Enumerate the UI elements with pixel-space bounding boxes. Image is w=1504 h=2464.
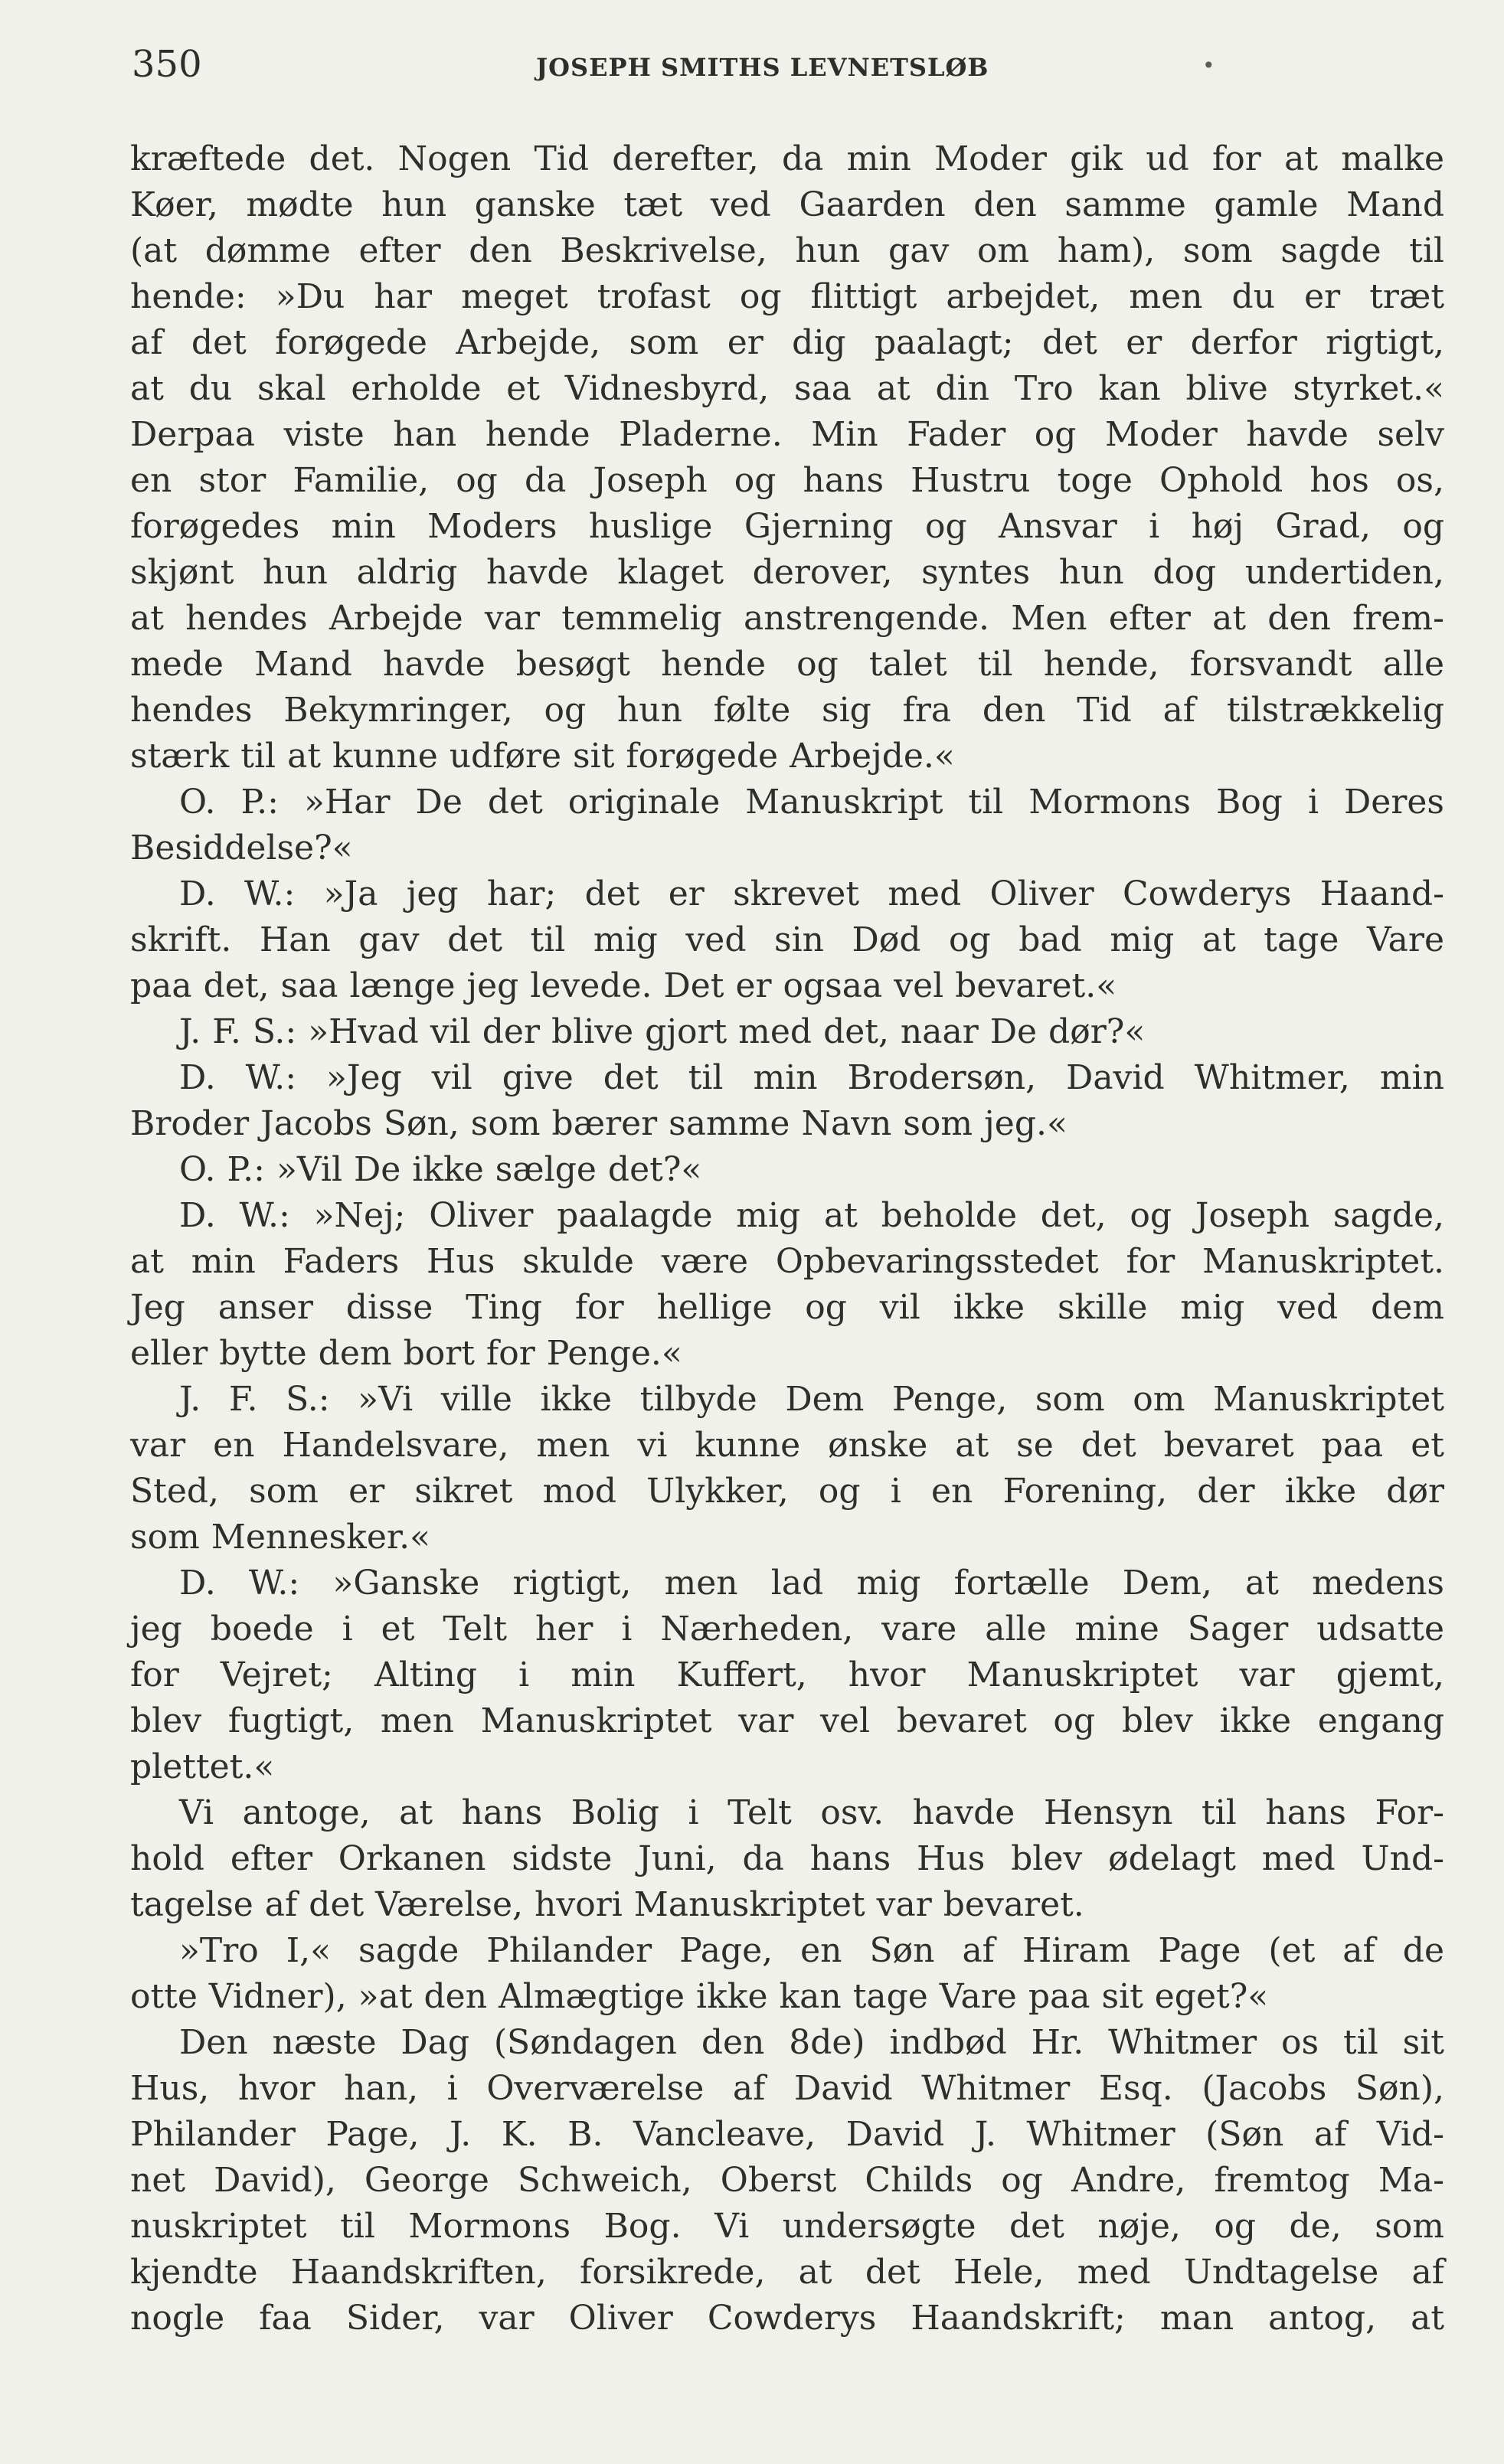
text-line: hende: »Du har meget trofast og flittigt arbejdet, men du er træt xyxy=(130,277,1444,316)
text-line: J. F. S.: »Hvad vil der blive gjort med det, naar De dør?« xyxy=(179,1012,1146,1051)
text-line: Besiddelse?« xyxy=(130,828,353,868)
text-line: tagelse af det Værelse, hvori Manuskriptet var bevaret. xyxy=(130,1885,1084,1924)
text-line: mede Mand havde besøgt hende og talet til hende, forsvandt alle xyxy=(130,645,1444,684)
text-line: som Mennesker.« xyxy=(130,1518,430,1557)
text-line: D. W.: »Jeg vil give det til min Brodersøn, David Whitmer, min xyxy=(179,1058,1444,1097)
text-line: plettet.« xyxy=(130,1747,275,1786)
page-number: 350 xyxy=(132,43,202,86)
text-line: J. F. S.: »Vi ville ikke tilbyde Dem Penge, som om Manuskriptet xyxy=(179,1380,1444,1419)
text-line: net David), George Schweich, Oberst Childs og Andre, fremtog Ma- xyxy=(130,2161,1444,2200)
text-line: kræftede det. Nogen Tid derefter, da min Moder gik ud for at malke xyxy=(130,139,1444,178)
text-line: nuskriptet til Mormons Bog. Vi undersøgte det nøje, og de, som xyxy=(130,2207,1444,2246)
text-line: Derpaa viste han hende Pladerne. Min Fader og Moder havde selv xyxy=(130,415,1444,454)
print-mark: • xyxy=(1202,53,1215,78)
text-line: af det forøgede Arbejde, som er dig paalagt; det er derfor rigtigt, xyxy=(130,323,1444,362)
text-line: en stor Familie, og da Joseph og hans Hustru toge Ophold hos os, xyxy=(130,461,1444,500)
text-line: Sted, som er sikret mod Ulykker, og i en Forening, der ikke dør xyxy=(130,1472,1444,1511)
text-line: D. W.: »Ganske rigtigt, men lad mig fortælle Dem, at medens xyxy=(179,1564,1444,1603)
text-line: hold efter Orkanen sidste Juni, da hans Hus blev ødelagt med Und- xyxy=(130,1839,1444,1878)
text-line: var en Handelsvare, men vi kunne ønske at se det bevaret paa et xyxy=(130,1426,1444,1465)
text-line: Køer, mødte hun ganske tæt ved Gaarden den samme gamle Mand xyxy=(130,185,1444,224)
text-line: blev fugtigt, men Manuskriptet var vel bevaret og blev ikke engang xyxy=(130,1701,1444,1740)
text-line: at hendes Arbejde var temmelig anstrengende. Men efter at den frem- xyxy=(130,599,1444,638)
text-line: nogle faa Sider, var Oliver Cowderys Haandskrift; man antog, at xyxy=(130,2299,1444,2338)
text-line: »Tro I,« sagde Philander Page, en Søn af Hiram Page (et af de xyxy=(179,1931,1444,1970)
text-line: at min Faders Hus skulde være Opbevaringsstedet for Manuskriptet. xyxy=(130,1242,1444,1281)
text-line: Vi antoge, at hans Bolig i Telt osv. havde Hensyn til hans For- xyxy=(179,1793,1444,1832)
text-line: Den næste Dag (Søndagen den 8de) indbød Hr. Whitmer os til sit xyxy=(179,2023,1444,2062)
text-line: D. W.: »Ja jeg har; det er skrevet med Oliver Cowderys Haand- xyxy=(179,874,1444,913)
text-line: stærk til at kunne udføre sit forøgede Arbejde.« xyxy=(130,737,955,776)
text-line: Broder Jacobs Søn, som bærer samme Navn som jeg.« xyxy=(130,1104,1068,1143)
text-line: skjønt hun aldrig havde klaget derover, syntes hun dog undertiden, xyxy=(130,553,1444,592)
body-text xyxy=(130,136,1444,2341)
text-line: eller bytte dem bort for Penge.« xyxy=(130,1334,682,1373)
text-line: O. P.: »Vil De ikke sælge det?« xyxy=(179,1150,702,1189)
text-line: skrift. Han gav det til mig ved sin Død og bad mig at tage Vare xyxy=(130,920,1444,959)
text-line: (at dømme efter den Beskrivelse, hun gav om ham), som sagde til xyxy=(130,231,1444,270)
text-line: Philander Page, J. K. B. Vancleave, David J. Whitmer (Søn af Vid- xyxy=(130,2115,1444,2154)
text-line: forøgedes min Moders huslige Gjerning og Ansvar i høj Grad, og xyxy=(130,507,1444,546)
text-line: for Vejret; Alting i min Kuffert, hvor Manuskriptet var gjemt, xyxy=(130,1655,1444,1694)
text-line: Jeg anser disse Ting for hellige og vil ikke skille mig ved dem xyxy=(130,1288,1444,1327)
text-line: O. P.: »Har De det originale Manuskript til Mormons Bog i Deres xyxy=(179,783,1444,822)
text-line: Hus, hvor han, i Overværelse af David Whitmer Esq. (Jacobs Søn), xyxy=(130,2069,1444,2108)
text-line: D. W.: »Nej; Oliver paalagde mig at beholde det, og Joseph sagde, xyxy=(179,1196,1444,1235)
text-line: at du skal erholde et Vidnesbyrd, saa at din Tro kan blive styrket.« xyxy=(130,369,1444,408)
text-line: kjendte Haandskriften, forsikrede, at det Hele, med Undtagelse af xyxy=(130,2253,1444,2292)
text-line: jeg boede i et Telt her i Nærheden, vare alle mine Sager udsatte xyxy=(130,1609,1444,1649)
text-line: otte Vidner), »at den Almægtige ikke kan tage Vare paa sit eget?« xyxy=(130,1977,1269,2016)
text-line: paa det, saa længe jeg levede. Det er ogsaa vel bevaret.« xyxy=(130,966,1117,1005)
running-head: JOSEPH SMITHS LEVNETSLØB xyxy=(536,53,989,82)
text-line: hendes Bekymringer, og hun følte sig fra den Tid af tilstrækkelig xyxy=(130,691,1444,730)
